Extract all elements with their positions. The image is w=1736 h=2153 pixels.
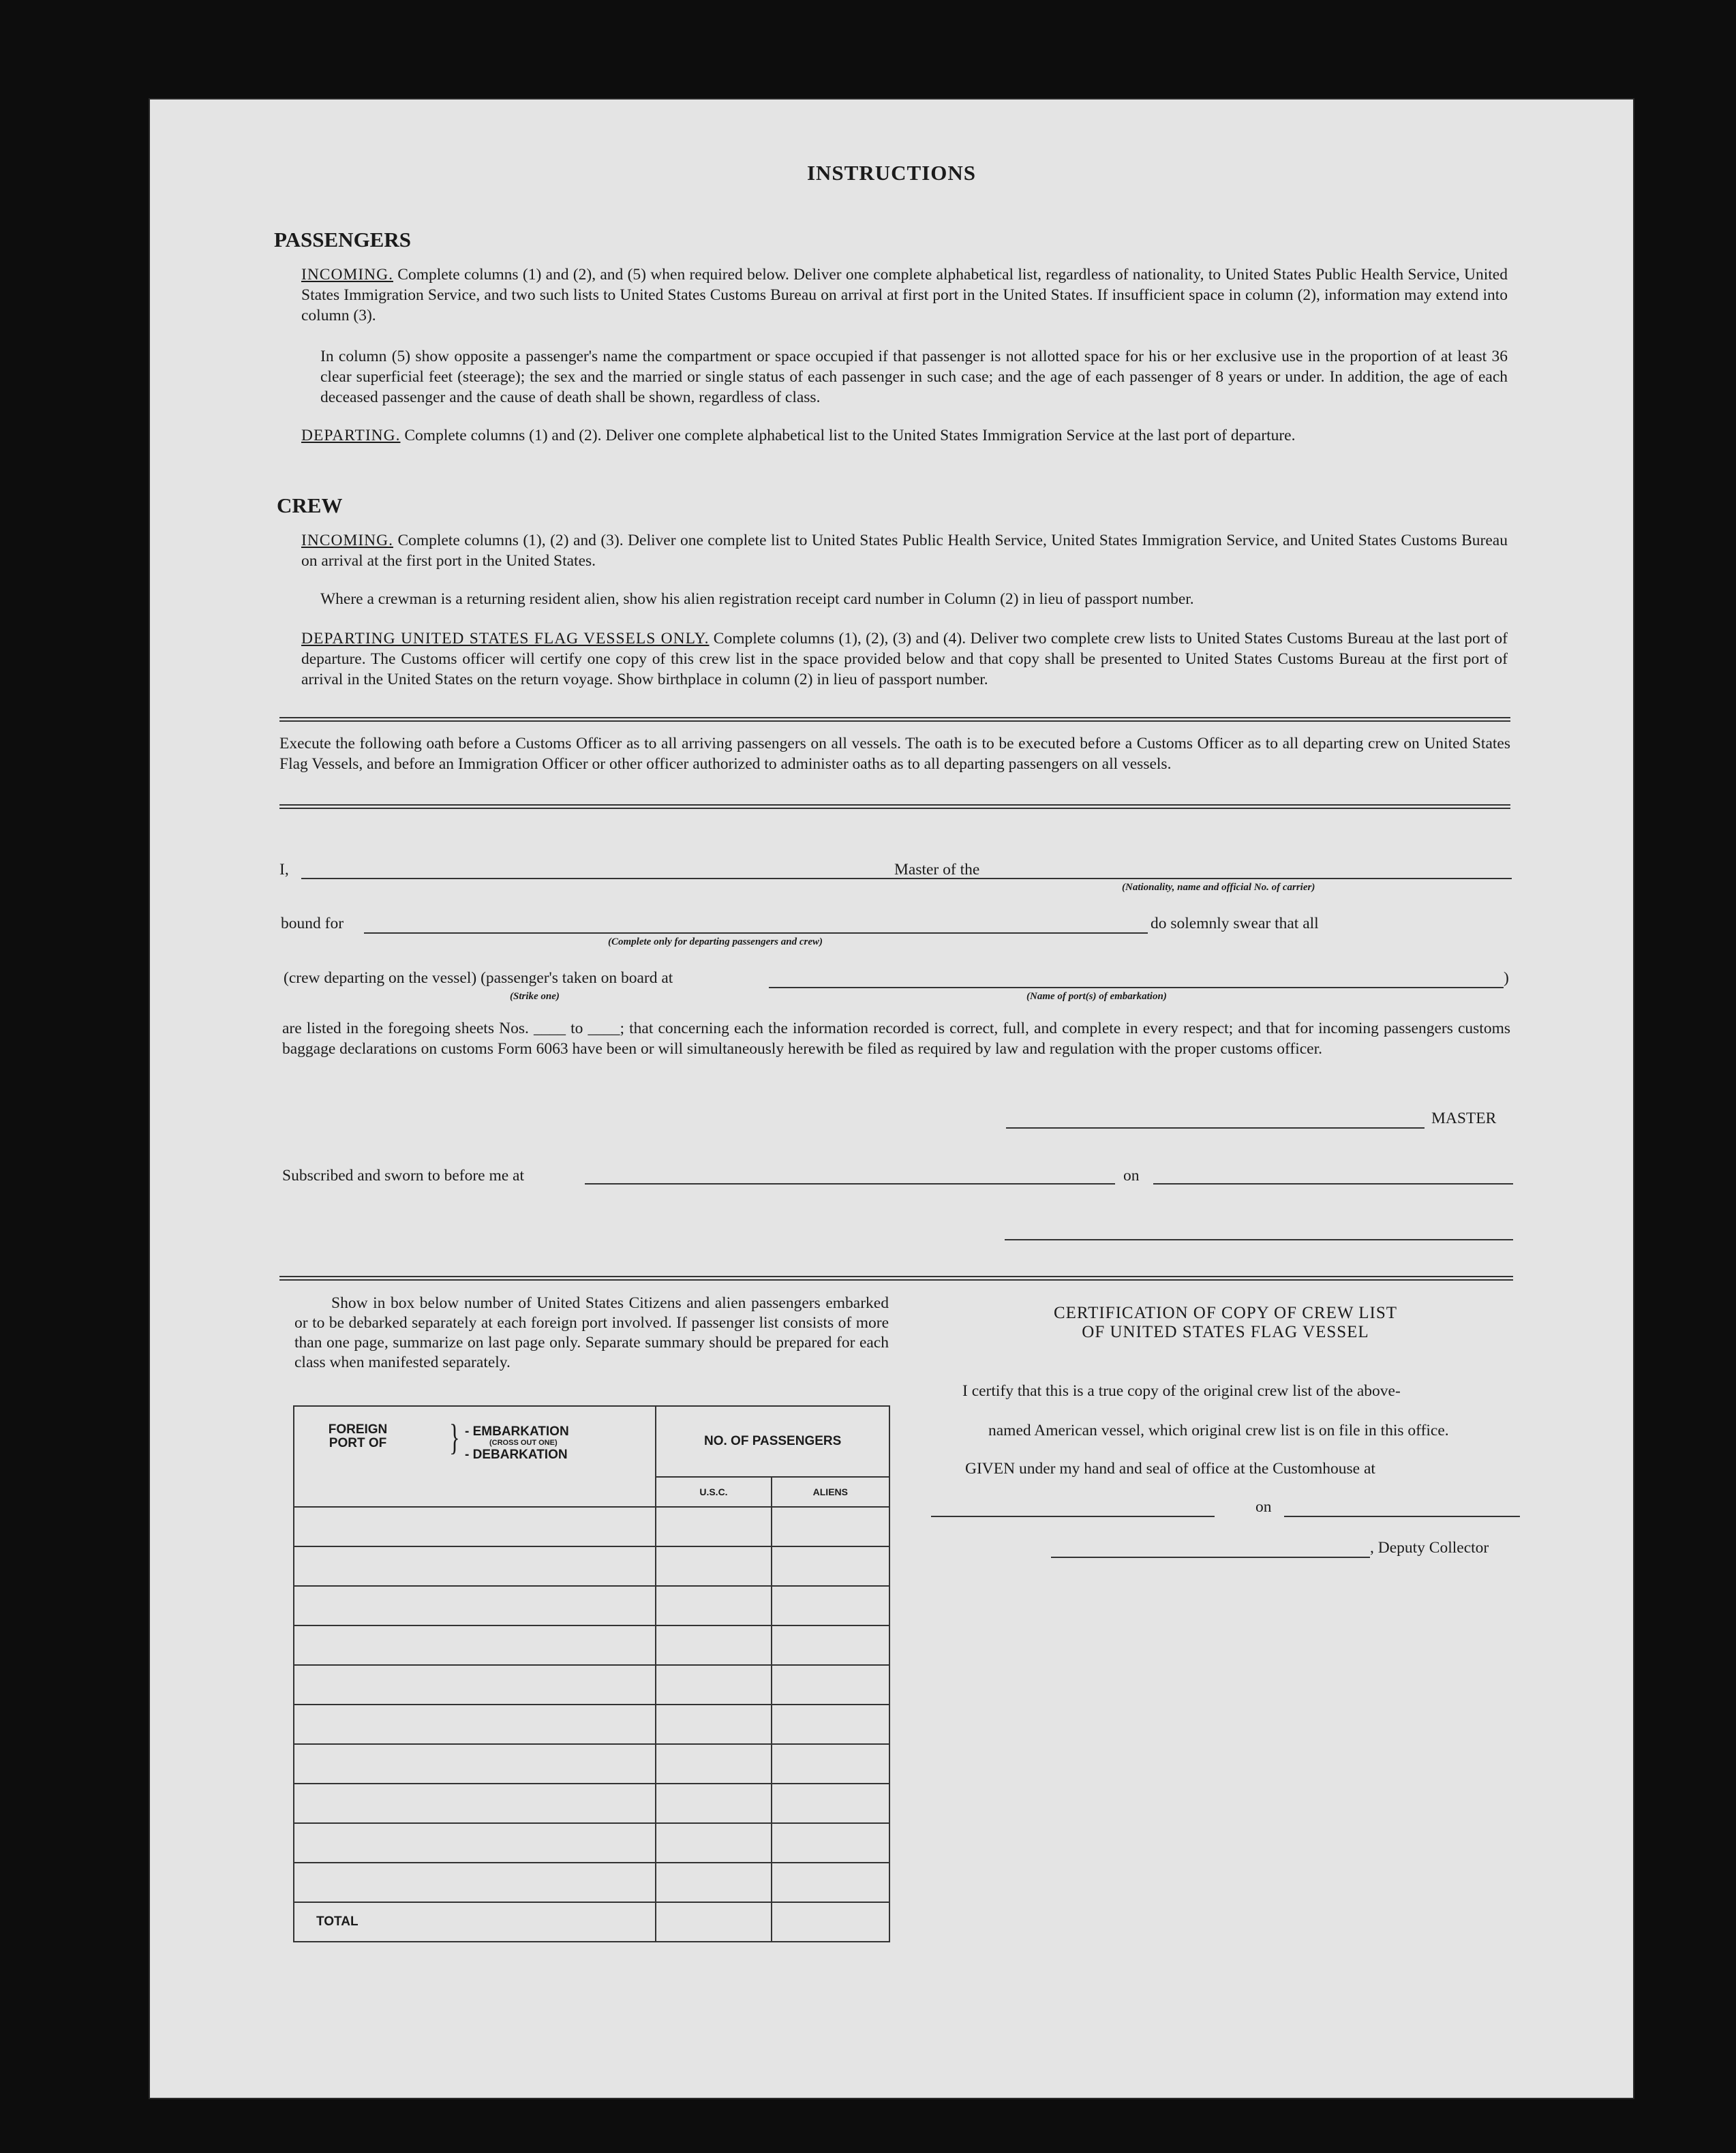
certification-text-2: named American vessel, which original crew list is on file in this office. (988, 1422, 1449, 1439)
sworn-place-field[interactable] (585, 1183, 1115, 1185)
carrier-caption: (Nationality, name and official No. of carrier) (1122, 882, 1315, 893)
customhouse-field[interactable] (931, 1516, 1215, 1517)
deputy-collector-label: , Deputy Collector (1370, 1539, 1489, 1557)
port-cell[interactable] (294, 1863, 656, 1902)
table-row (294, 1784, 889, 1823)
aliens-cell[interactable] (772, 1625, 889, 1665)
port-caption: (Name of port(s) of embarkation) (1026, 991, 1167, 1002)
usc-cell[interactable] (656, 1586, 771, 1625)
table-row (294, 1546, 889, 1586)
aliens-cell[interactable] (772, 1823, 889, 1863)
passengers-departing-label: DEPARTING. (301, 427, 401, 444)
master-of-label: Master of the (894, 861, 980, 879)
usc-cell[interactable] (656, 1625, 771, 1665)
cross-out-label: (CROSS OUT ONE) (489, 1439, 558, 1447)
crew-resident-paragraph: Where a crewman is a returning resident alien, show his alien registration receipt card number in Column (2) in lieu of passport number. (320, 590, 1194, 608)
table-row (294, 1665, 889, 1705)
aliens-cell[interactable] (772, 1546, 889, 1586)
officer-signature-field[interactable] (1005, 1239, 1513, 1240)
listed-paragraph: are listed in the foregoing sheets Nos. ____ to ____; that concerning each the information recorded is correct, full, and complete in every respect; and that for incoming passengers customs baggage declarations on customs Form 6063 have been or will simultaneously herewith be filed as required by law and regulation with the proper customs officer. (282, 1020, 1510, 1058)
certification-text-1: I certify that this is a true copy of the original crew list of the above- (962, 1382, 1401, 1400)
header-aliens: ALIENS (772, 1477, 889, 1507)
swear-label: do solemnly swear that all (1151, 915, 1319, 932)
header-foreign-port (294, 1406, 656, 1507)
usc-cell[interactable] (656, 1665, 771, 1705)
close-paren: ) (1504, 969, 1509, 987)
certification-text-3: GIVEN under my hand and seal of office at the Customhouse at (965, 1460, 1375, 1478)
passengers-incoming-text: Complete columns (1) and (2), and (5) when required below. Deliver one complete alphabetical list, regardless of nationality, to United States Public Health Service, United States Immigration Service, and two such lists to United States Customs Bureau on arrival at first port in the United States. If insufficient space in column (2), information may extend into column (3). (301, 266, 1508, 324)
section-divider (279, 804, 1510, 809)
crew-departing-label: DEPARTING UNITED STATES FLAG VESSELS ONLY. (301, 630, 710, 647)
total-usc-cell[interactable] (656, 1902, 771, 1942)
port-cell[interactable] (294, 1705, 656, 1744)
passengers-incoming-paragraph (301, 264, 1508, 326)
crew-incoming-label: INCOMING. (301, 532, 393, 549)
carrier-field[interactable] (1002, 878, 1512, 879)
section-divider (279, 717, 1510, 722)
table-row (294, 1823, 889, 1863)
master-label: MASTER (1431, 1110, 1497, 1127)
table-row (294, 1744, 889, 1784)
bound-for-caption: (Complete only for departing passengers and crew) (608, 936, 823, 947)
cert-date-field[interactable] (1284, 1516, 1520, 1517)
usc-cell[interactable] (656, 1863, 771, 1902)
bound-for-field[interactable] (364, 932, 1148, 934)
header-no-passengers: NO. OF PASSENGERS (656, 1406, 889, 1477)
on-label: on (1123, 1167, 1140, 1185)
aliens-cell[interactable] (772, 1784, 889, 1823)
table-row (294, 1863, 889, 1902)
debarkation-label: - DEBARKATION (465, 1448, 568, 1462)
aliens-cell[interactable] (772, 1863, 889, 1902)
table-row (294, 1507, 889, 1546)
master-signature-field[interactable] (1006, 1127, 1425, 1129)
crew-departing-label: (crew departing on the vessel) (passenger's taken on board at (284, 969, 673, 987)
deputy-collector-signature-field[interactable] (1051, 1557, 1370, 1558)
brace-icon: } (449, 1417, 460, 1458)
port-cell[interactable] (294, 1665, 656, 1705)
total-label: TOTAL (294, 1902, 656, 1942)
foreign-port-label: FOREIGN PORT OF (328, 1422, 388, 1450)
oath-instruction: Execute the following oath before a Customs Officer as to all arriving passengers on all vessels. The oath is to be executed before a Customs Officer as to all departing crew on United States Flag Vessels, and before an Immigration Officer or other officer authorized to administer oaths as to all departing passengers on all vessels. (279, 735, 1510, 773)
summary-instruction: Show in box below number of United States Citizens and alien passengers embarked or to be debarked separately at each foreign port involved. If passenger list consists of more than one page, summarize on last page only. Separate summary should be prepared for each class when manifested separately. (294, 1294, 889, 1371)
usc-cell[interactable] (656, 1546, 771, 1586)
section-divider (279, 1276, 1513, 1281)
passengers-column5-paragraph: In column (5) show opposite a passenger's name the compartment or space occupied if that passenger is not allotted space for his or her exclusive use in the proportion of at least 36 clear superficial feet (steerage); the sex and the married or single status of each passenger in such case; and the age of each passenger of 8 years or under. In addition, the age of each deceased passenger and the cause of death shall be shown, regardless of class. (320, 348, 1508, 406)
aliens-cell[interactable] (772, 1586, 889, 1625)
page-title: INSTRUCTIONS (806, 161, 976, 185)
form-page (150, 100, 1633, 2098)
port-cell[interactable] (294, 1507, 656, 1546)
aliens-cell[interactable] (772, 1665, 889, 1705)
bound-for-label: bound for (281, 915, 344, 932)
port-cell[interactable] (294, 1625, 656, 1665)
passengers-heading: PASSENGERS (274, 228, 411, 251)
aliens-cell[interactable] (772, 1744, 889, 1784)
aliens-cell[interactable] (772, 1507, 889, 1546)
port-cell[interactable] (294, 1546, 656, 1586)
total-aliens-cell[interactable] (772, 1902, 889, 1942)
subscribed-label: Subscribed and sworn to before me at (282, 1167, 525, 1185)
crew-heading: CREW (277, 493, 343, 517)
usc-cell[interactable] (656, 1705, 771, 1744)
passengers-incoming-label: INCOMING. (301, 266, 393, 284)
oath-i-label: I, (279, 861, 289, 879)
port-cell[interactable] (294, 1744, 656, 1784)
aliens-cell[interactable] (772, 1705, 889, 1744)
usc-cell[interactable] (656, 1823, 771, 1863)
usc-cell[interactable] (656, 1784, 771, 1823)
cert-on-label: on (1255, 1498, 1272, 1516)
crew-departing-paragraph (301, 628, 1508, 690)
sworn-date-field[interactable] (1153, 1183, 1513, 1185)
table-row (294, 1625, 889, 1665)
port-cell[interactable] (294, 1823, 656, 1863)
crew-incoming-paragraph (301, 530, 1508, 571)
strike-caption: (Strike one) (510, 991, 560, 1002)
port-cell[interactable] (294, 1784, 656, 1823)
port-embarkation-field[interactable] (769, 987, 1504, 988)
total-row (294, 1902, 889, 1942)
passengers-departing-text: Complete columns (1) and (2). Deliver one complete alphabetical list to the United States Immigration Service at the last port of departure. (400, 427, 1296, 444)
crew-departing-text: Complete columns (1), (2), (3) and (4). Deliver two complete crew lists to United States Customs Bureau at the last port of departure. The Customs officer will certify one copy of this crew list in the space provided below and that copy shall be presented to United States Customs Bureau at the first port of arrival in the United States on the return voyage. Show birthplace in column (2) in lieu of passport number. (301, 630, 1508, 688)
port-cell[interactable] (294, 1586, 656, 1625)
passenger-summary-table (293, 1405, 890, 1942)
certification-heading-line2: OF UNITED STATES FLAG VESSEL (1082, 1323, 1369, 1341)
usc-cell[interactable] (656, 1507, 771, 1546)
embarkation-label: - EMBARKATION (465, 1424, 569, 1439)
table-row (294, 1586, 889, 1625)
certification-heading-line1: CERTIFICATION OF COPY OF CREW LIST (1053, 1304, 1398, 1322)
table-row (294, 1705, 889, 1744)
header-usc: U.S.C. (656, 1477, 771, 1507)
crew-incoming-text: Complete columns (1), (2) and (3). Deliver one complete list to United States Public Health Service, United States Immigration Service, and United States Customs Bureau on arrival at the first port in the United States. (301, 532, 1508, 570)
usc-cell[interactable] (656, 1744, 771, 1784)
passengers-departing-paragraph (301, 425, 1508, 446)
